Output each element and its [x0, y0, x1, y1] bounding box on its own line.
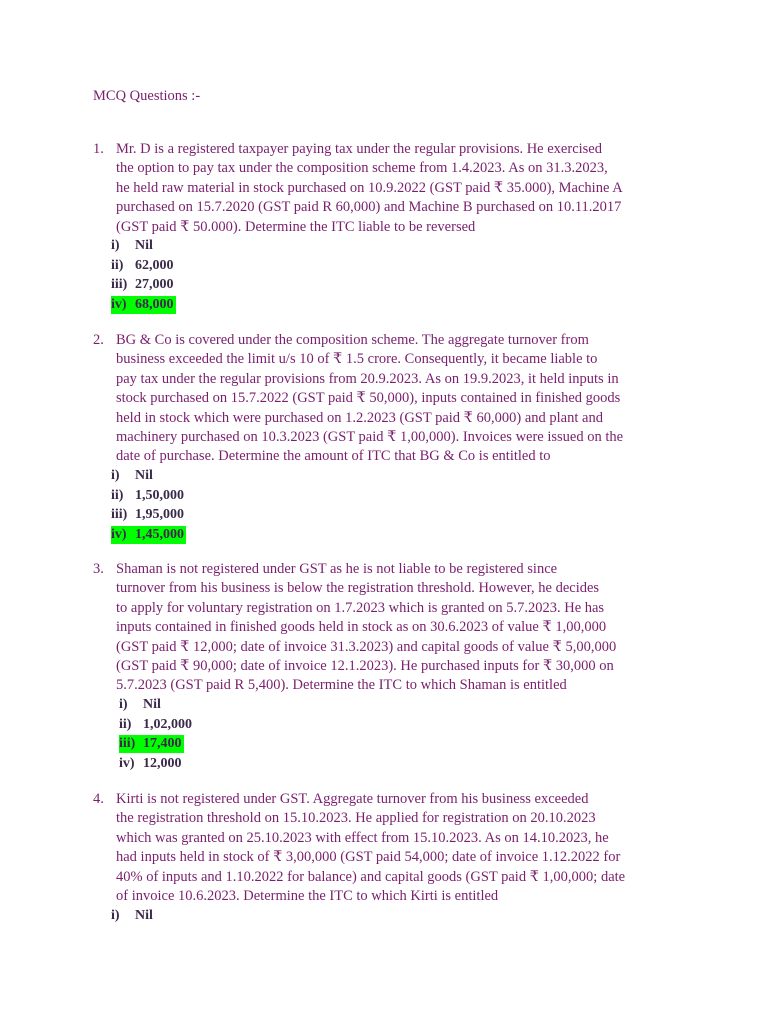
option-label: iv) [111, 526, 127, 542]
question-line: 40% of inputs and 1.10.2022 for balance) and capital goods (GST paid ₹ 1,00,000; date [116, 868, 626, 885]
question-line: machinery purchased on 10.3.2023 (GST paid ₹ 1,00,000). Invoices were issued on the [116, 429, 624, 446]
option-label: ii) [111, 257, 124, 273]
question-line: the registration threshold on 15.10.2023. He applied for registration on 20.10.2023 [116, 810, 596, 827]
question-line: BG & Co is covered under the composition scheme. The aggregate turnover from [116, 332, 589, 348]
option-label: iv) [111, 296, 127, 312]
page-heading: MCQ Questions :- [93, 88, 201, 104]
option-label: iii) [119, 736, 136, 752]
option-label: i) [111, 908, 120, 923]
option-value: 27,000 [135, 277, 174, 293]
question-line: the option to pay tax under the composition scheme from 1.4.2023. As on 31.3.2023, [116, 160, 608, 177]
option-item [119, 695, 194, 715]
question-text [116, 140, 682, 237]
question-line: 5.7.2023 (GST paid R 5,400). Determine the ITC to which Shaman is entitled [116, 677, 567, 694]
question-text [116, 790, 682, 906]
question-line: date of purchase. Determine the amount of ITC that BG & Co is entitled to [116, 448, 551, 465]
question-number: 4. [93, 791, 104, 807]
question-text [116, 331, 682, 467]
option-value: 1,95,000 [135, 507, 184, 523]
option-label: iv) [119, 755, 135, 771]
option-value: 1,45,000 [135, 526, 184, 542]
question-line: which was granted on 25.10.2023 with effect from 15.10.2023. As on 14.10.2023, he [116, 829, 609, 846]
option-item [111, 236, 176, 256]
option-value: Nil [143, 697, 161, 712]
question-line: Mr. D is a registered taxpayer paying tax under the regular provisions. He exercised [116, 141, 602, 157]
question-line: Kirti is not registered under GST. Aggregate turnover from his business exceeded [116, 791, 589, 807]
option-item [111, 256, 176, 276]
option-item-correct [111, 295, 176, 315]
question-line: business exceeded the limit u/s 10 of ₹ 1.5 crore. Consequently, it became liable to [116, 351, 598, 368]
option-item [111, 906, 155, 926]
option-label: i) [119, 697, 128, 712]
option-item [119, 754, 194, 774]
option-label: ii) [111, 487, 124, 503]
option-label: iii) [111, 277, 128, 293]
question-number: 2. [93, 332, 104, 348]
option-item-correct [111, 525, 186, 545]
question-line: Shaman is not registered under GST as he is not liable to be registered since [116, 561, 558, 577]
option-value: Nil [135, 468, 153, 483]
question-line: of invoice 10.6.2023. Determine the ITC to which Kirti is entitled [116, 888, 499, 905]
option-label: i) [111, 238, 120, 253]
question-line: to apply for voluntary registration on 1.7.2023 which is granted on 5.7.2023. He has [116, 599, 605, 616]
option-value: 1,50,000 [135, 487, 184, 503]
options-list [111, 236, 176, 314]
question-line: (GST paid ₹ 12,000; date of invoice 31.3.2023) and capital goods of value ₹ 5,00,000 [116, 638, 617, 655]
question-line: stock purchased on 15.7.2022 (GST paid ₹ 50,000), inputs contained in finished goods [116, 390, 621, 407]
question-number: 3. [93, 561, 104, 577]
option-value: 62,000 [135, 257, 174, 273]
option-label: i) [111, 468, 120, 483]
question-number: 1. [93, 141, 104, 157]
option-item [111, 486, 186, 506]
option-label: iii) [111, 507, 128, 523]
question-line: pay tax under the regular provisions from 20.9.2023. As on 19.9.2023, it held inputs in [116, 370, 619, 387]
option-item-correct [119, 734, 194, 754]
option-value: 17,400 [143, 736, 182, 752]
question-line: (GST paid ₹ 50.000). Determine the ITC liable to be reversed [116, 218, 476, 235]
options-list [119, 695, 194, 773]
option-item [111, 466, 186, 486]
option-item [111, 275, 176, 295]
option-value: 68,000 [135, 296, 174, 312]
question-line: had inputs held in stock of ₹ 3,00,000 (GST paid 54,000; date of invoice 1.12.2022 for [116, 849, 621, 866]
question-line: turnover from his business is below the registration threshold. However, he decides [116, 580, 600, 597]
question-line: inputs contained in finished goods held in stock as on 30.6.2023 of value ₹ 1,00,000 [116, 619, 607, 636]
option-value: 12,000 [143, 755, 182, 771]
options-list [111, 466, 186, 544]
options-list [111, 906, 155, 926]
option-value: Nil [135, 908, 153, 923]
question-text [116, 560, 682, 696]
option-item [111, 505, 186, 525]
option-item [119, 715, 194, 735]
option-value: Nil [135, 238, 153, 253]
question-line: held in stock which were purchased on 1.2.2023 (GST paid ₹ 60,000) and plant and [116, 409, 603, 426]
question-line: purchased on 15.7.2020 (GST paid R 60,000) and Machine B purchased on 10.11.2017 [116, 199, 622, 216]
option-label: ii) [119, 716, 132, 732]
option-value: 1,02,000 [143, 716, 192, 732]
question-line: he held raw material in stock purchased on 10.9.2022 (GST paid ₹ 35.000), Machine A [116, 179, 623, 196]
question-line: (GST paid ₹ 90,000; date of invoice 12.1.2023). He purchased inputs for ₹ 30,000 on [116, 658, 614, 675]
